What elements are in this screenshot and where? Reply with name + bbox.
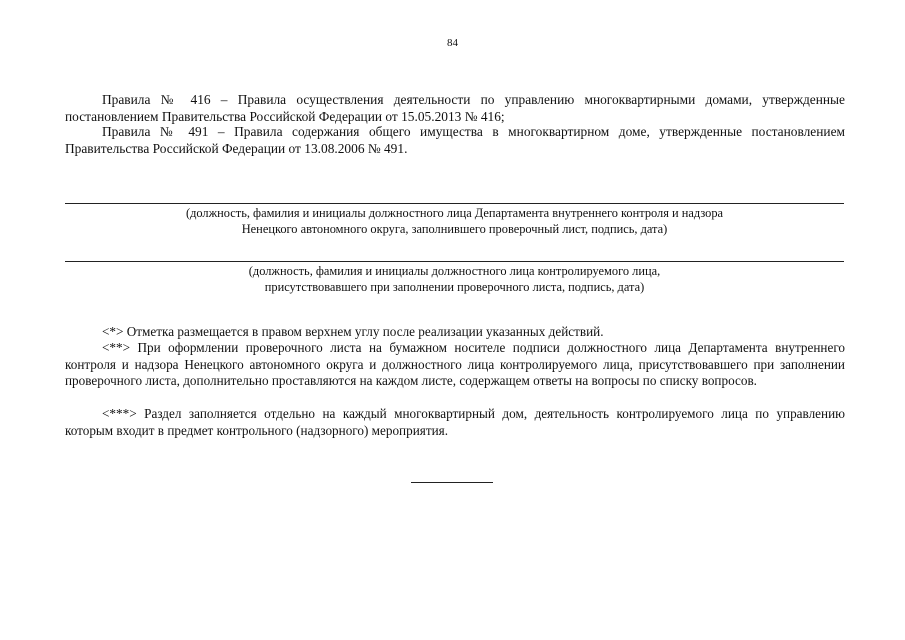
definition-rules-416 bbox=[65, 91, 845, 125]
signature-caption-inspector-line1: (должность, фамилия и инициалы должностного лица Департамента внутреннего контроля и надзора bbox=[185, 206, 724, 220]
signature-caption-inspector bbox=[65, 205, 844, 237]
signature-caption-controlled-person bbox=[65, 263, 844, 295]
signature-line-controlled-person bbox=[65, 261, 844, 262]
signature-caption-controlled-line1: (должность, фамилия и инициалы должностного лица контролируемого лица, bbox=[248, 264, 661, 278]
definition-491-line1: Правила № 491 – Правила содержания общего имущества в многоквартирном доме, утвержденные постановлением bbox=[102, 124, 845, 139]
end-separator-rule bbox=[411, 482, 493, 483]
footnote-3-first-text: Раздел заполняется отдельно на каждый многоквартирный дом, деятельность контролируемого лица по управлению bbox=[144, 406, 845, 421]
footnote-2-first-line bbox=[102, 340, 845, 357]
footnote-1-text: Отметка размещается в правом верхнем углу после реализации указанных действий. bbox=[126, 324, 604, 339]
page-number: 84 bbox=[447, 37, 458, 49]
definition-416-line2: постановлением Правительства Российской Федерации от 15.05.2013 № 416; bbox=[65, 109, 505, 124]
footnote-3-marker: <***> bbox=[102, 406, 137, 421]
signature-caption-inspector-line2: Ненецкого автономного округа, заполнившего проверочный лист, подпись, дата) bbox=[241, 222, 668, 236]
footnote-1 bbox=[102, 324, 845, 341]
footnote-2 bbox=[65, 340, 845, 390]
footnote-1-marker: <*> bbox=[102, 324, 124, 339]
footnote-3 bbox=[65, 406, 845, 439]
signature-caption-controlled-line2: присутствовавшего при заполнении проверочного листа, подпись, дата) bbox=[264, 280, 645, 294]
definition-416-line1: Правила № 416 – Правила осуществления деятельности по управлению многоквартирными домами, утвержденные bbox=[102, 92, 845, 107]
footnote-2-first-text: При оформлении проверочного листа на бумажном носителе подписи должностного лица Департамента внутреннего bbox=[137, 340, 845, 355]
definition-rules-491 bbox=[65, 123, 845, 157]
footnote-2-rest: контроля и надзора Ненецкого автономного округа и должностного лица контролируемого лица, присутствовавшего при заполнении проверочного листа, дополнительно проставляются на каждом листе, содержащем ответы на вопросы по списку вопросов. bbox=[65, 356, 845, 388]
footnote-3-first-line bbox=[102, 406, 845, 423]
footnote-2-marker: <**> bbox=[102, 340, 131, 355]
footnote-3-rest: которым входит в предмет контрольного (надзорного) мероприятия. bbox=[65, 422, 449, 438]
signature-line-inspector bbox=[65, 203, 844, 204]
definition-491-line2: Правительства Российской Федерации от 13.08.2006 № 491. bbox=[65, 141, 408, 156]
